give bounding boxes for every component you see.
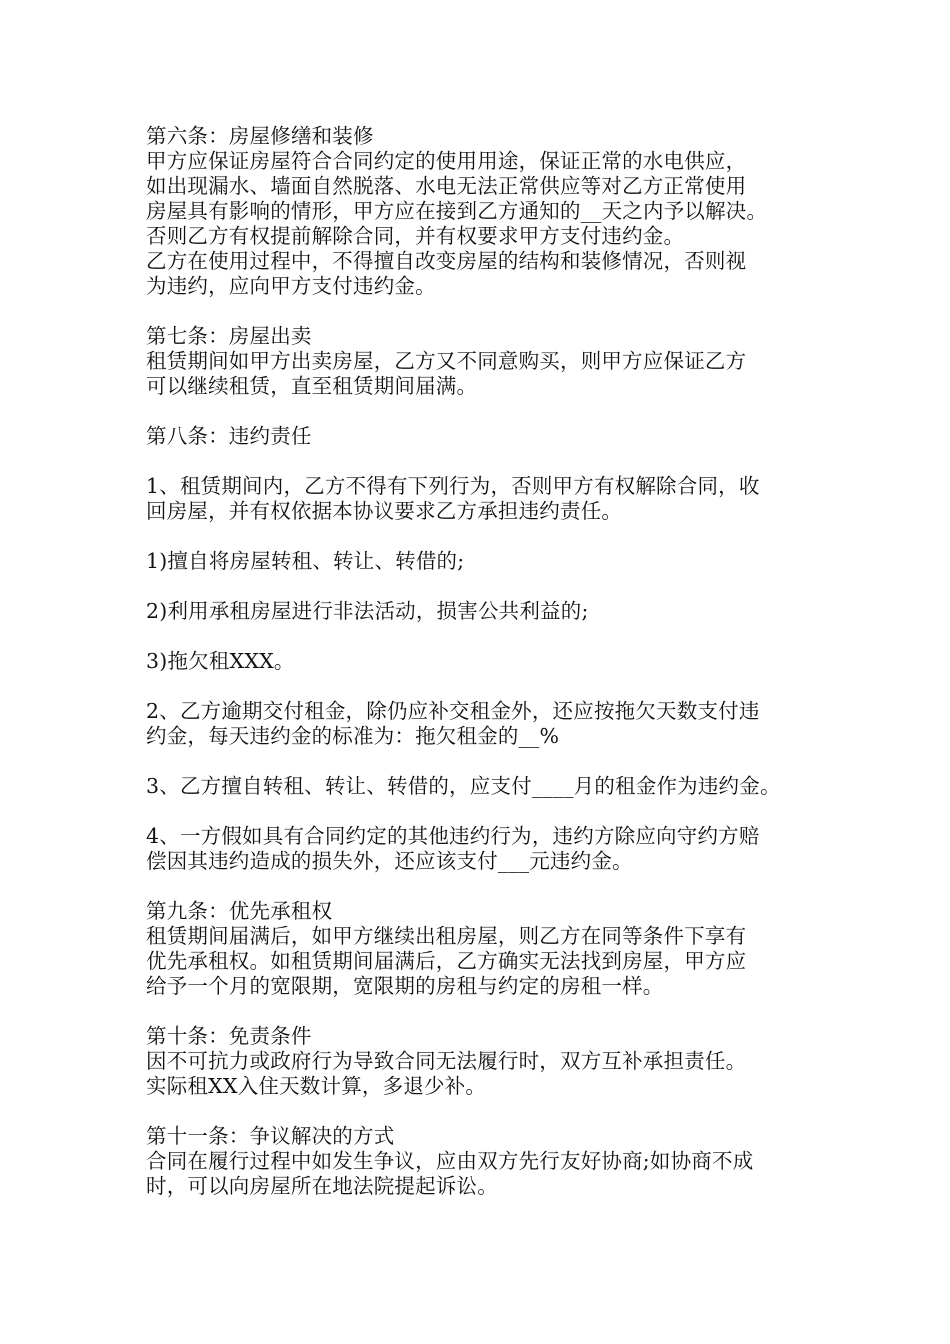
section-heading: 第九条：优先承租权 [146,899,333,923]
paragraph-line: 给予一个月的宽限期，宽限期的房租与约定的房租一样。 [146,974,664,998]
paragraph-line: 1)擅自将房屋转租、转让、转借的; [146,549,465,573]
paragraph-line: 甲方应保证房屋符合合同约定的使用用途，保证正常的水电供应， [146,149,747,173]
paragraph-line: 4、一方假如具有合同约定的其他违约行为，违约方除应向守约方赔 [146,824,760,848]
blank-line [146,624,836,649]
paragraph-line: 实际租XX入住天数计算，多退少补。 [146,1074,487,1098]
blank-line [146,674,836,699]
paragraph-line: 1、租赁期间内，乙方不得有下列行为，否则甲方有权解除合同，收 [146,474,760,498]
paragraph-line: 否则乙方有权提前解除合同，并有权要求甲方支付违约金。 [146,224,685,248]
paragraph-line: 合同在履行过程中如发生争议，应由双方先行友好协商;如协商不成 [146,1149,754,1173]
paragraph-line: 如出现漏水、墙面自然脱落、水电无法正常供应等对乙方正常使用 [146,174,747,198]
paragraph-line: 乙方在使用过程中，不得擅自改变房屋的结构和装修情况，否则视 [146,249,747,273]
paragraph-line: 2)利用承租房屋进行非法活动，损害公共利益的; [146,599,589,623]
paragraph-line: 可以继续租赁，直至租赁期间届满。 [146,374,478,398]
paragraph-line: 2、乙方逾期交付租金，除仍应补交租金外，还应按拖欠天数支付违 [146,699,760,723]
paragraph-line: 因不可抗力或政府行为导致合同无法履行时，双方互补承担责任。 [146,1049,747,1073]
paragraph-line: 3、乙方擅自转租、转让、转借的，应支付____月的租金作为违约金。 [146,774,781,798]
section-heading: 第七条：房屋出卖 [146,324,312,348]
blank-line [146,299,836,324]
blank-line [146,449,836,474]
paragraph-line: 时，可以向房屋所在地法院提起诉讼。 [146,1174,498,1198]
paragraph-line: 房屋具有影响的情形，甲方应在接到乙方通知的__天之内予以解决。 [146,199,768,223]
blank-line [146,749,836,774]
blank-line [146,799,836,824]
paragraph-line: 租赁期间届满后，如甲方继续出租房屋，则乙方在同等条件下享有 [146,924,747,948]
blank-line [146,574,836,599]
paragraph-line: 租赁期间如甲方出卖房屋，乙方又不同意购买，则甲方应保证乙方 [146,349,747,373]
paragraph-line: 3)拖欠租XXX。 [146,649,295,673]
paragraph-line: 回房屋，并有权依据本协议要求乙方承担违约责任。 [146,499,623,523]
paragraph-line: 优先承租权。如租赁期间届满后，乙方确实无法找到房屋，甲方应 [146,949,747,973]
section-heading: 第六条：房屋修缮和装修 [146,124,374,148]
blank-line [146,874,836,899]
section-heading: 第八条：违约责任 [146,424,312,448]
blank-line [146,1099,836,1124]
blank-line [146,524,836,549]
section-heading: 第十条：免责条件 [146,1024,312,1048]
paragraph-line: 约金，每天违约金的标准为：拖欠租金的__% [146,724,560,748]
blank-line [146,399,836,424]
paragraph-line: 为违约，应向甲方支付违约金。 [146,274,436,298]
paragraph-line: 偿因其违约造成的损失外，还应该支付___元违约金。 [146,849,633,873]
blank-line [146,999,836,1024]
document-body [146,124,836,1199]
section-heading: 第十一条：争议解决的方式 [146,1124,395,1148]
